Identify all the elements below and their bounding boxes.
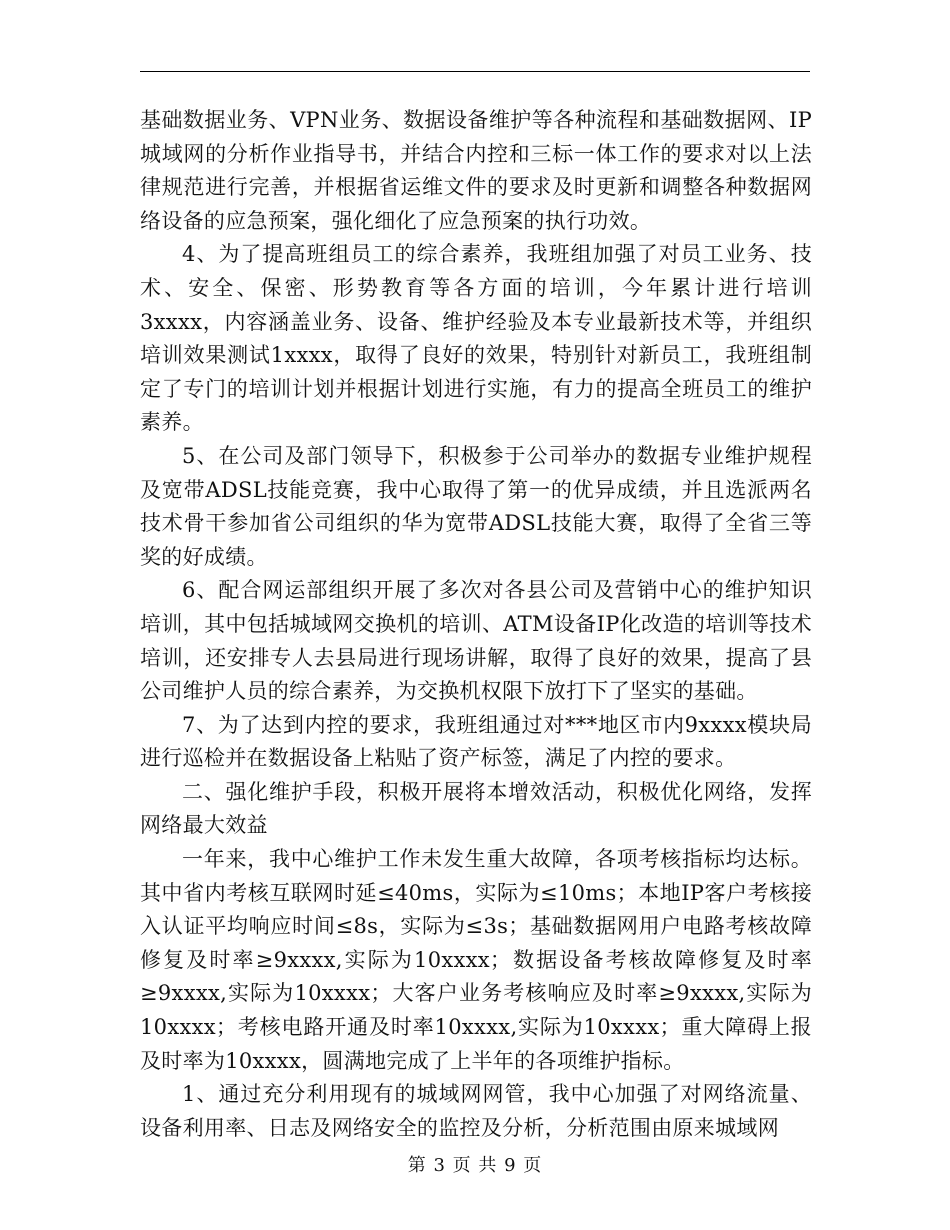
header-rule xyxy=(140,71,810,72)
document-body xyxy=(140,104,812,1145)
section-heading-2: 二、强化维护手段，积极开展将本增效活动，积极优化网络，发挥网络最大效益 xyxy=(140,779,812,838)
page-number-footer: 第 3 页 共 9 页 xyxy=(407,1155,543,1176)
paragraph-item-1: 1、通过充分利用现有的城域网网管，我中心加强了对网络流量、设备利用率、日志及网络安全的监控及分析，分析范围由原来城域网 xyxy=(140,1082,812,1140)
paragraph-item-6: 6、配合网运部组织开展了多次对各县公司及营销中心的维护知识培训，其中包括城域网交换机的培训、ATM设备IP化改造的培训等技术培训，还安排专人去县局进行现场讲解，取得了良好的效果，提高了县公司维护人员的综合素养，为交换机权限下放打下了坚实的基础。 xyxy=(140,578,812,704)
paragraph-continuation: 基础数据业务、VPN业务、数据设备维护等各种流程和基础数据网、IP城域网的分析作业指导书，并结合内控和三标一体工作的要求对以上法律规范进行完善，并根据省运维文件的要求及时更新和调整各种数据网络设备的应急预案，强化细化了应急预案的执行功效。 xyxy=(140,108,812,233)
paragraph-item-5: 5、在公司及部门领导下，积极参于公司举办的数据专业维护规程及宽带ADSL技能竞赛，我中心取得了第一的优异成绩，并且选派两名技术骨干参加省公司组织的华为宽带ADSL技能大赛，取得了全省三等奖的好成绩。 xyxy=(140,443,812,569)
paragraph-summary: 一年来，我中心维护工作未发生重大故障，各项考核指标均达标。其中省内考核互联网时延≤40ms，实际为≤10ms；本地IP客户考核接入认证平均响应时间≤8s，实际为≤3s；基础数据网用户电路考核故障修复及时率≥9xxxx,实际为10xxxx；数据设备考核故障修复及时率≥9xxxx,实际为10xxxx；大客户业务考核响应及时率≥9xxxx,实际为10xxxx；考核电路开通及时率10xxxx,实际为10xxxx；重大障碍上报及时率为10xxxx，圆满地完成了上半年的各项维护指标。 xyxy=(140,847,812,1073)
paragraph-item-4: 4、为了提高班组员工的综合素养，我班组加强了对员工业务、技术、安全、保密、形势教育等各方面的培训，今年累计进行培训3xxxx，内容涵盖业务、设备、维护经验及本专业最新技术等，并组织培训效果测试1xxxx，取得了良好的效果，特别针对新员工，我班组制定了专门的培训计划并根据计划进行实施，有力的提高全班员工的维护素养。 xyxy=(140,242,812,435)
paragraph-item-7: 7、为了达到内控的要求，我班组通过对***地区市内9xxxx模块局进行巡检并在数据设备上粘贴了资产标签，满足了内控的要求。 xyxy=(140,712,812,771)
